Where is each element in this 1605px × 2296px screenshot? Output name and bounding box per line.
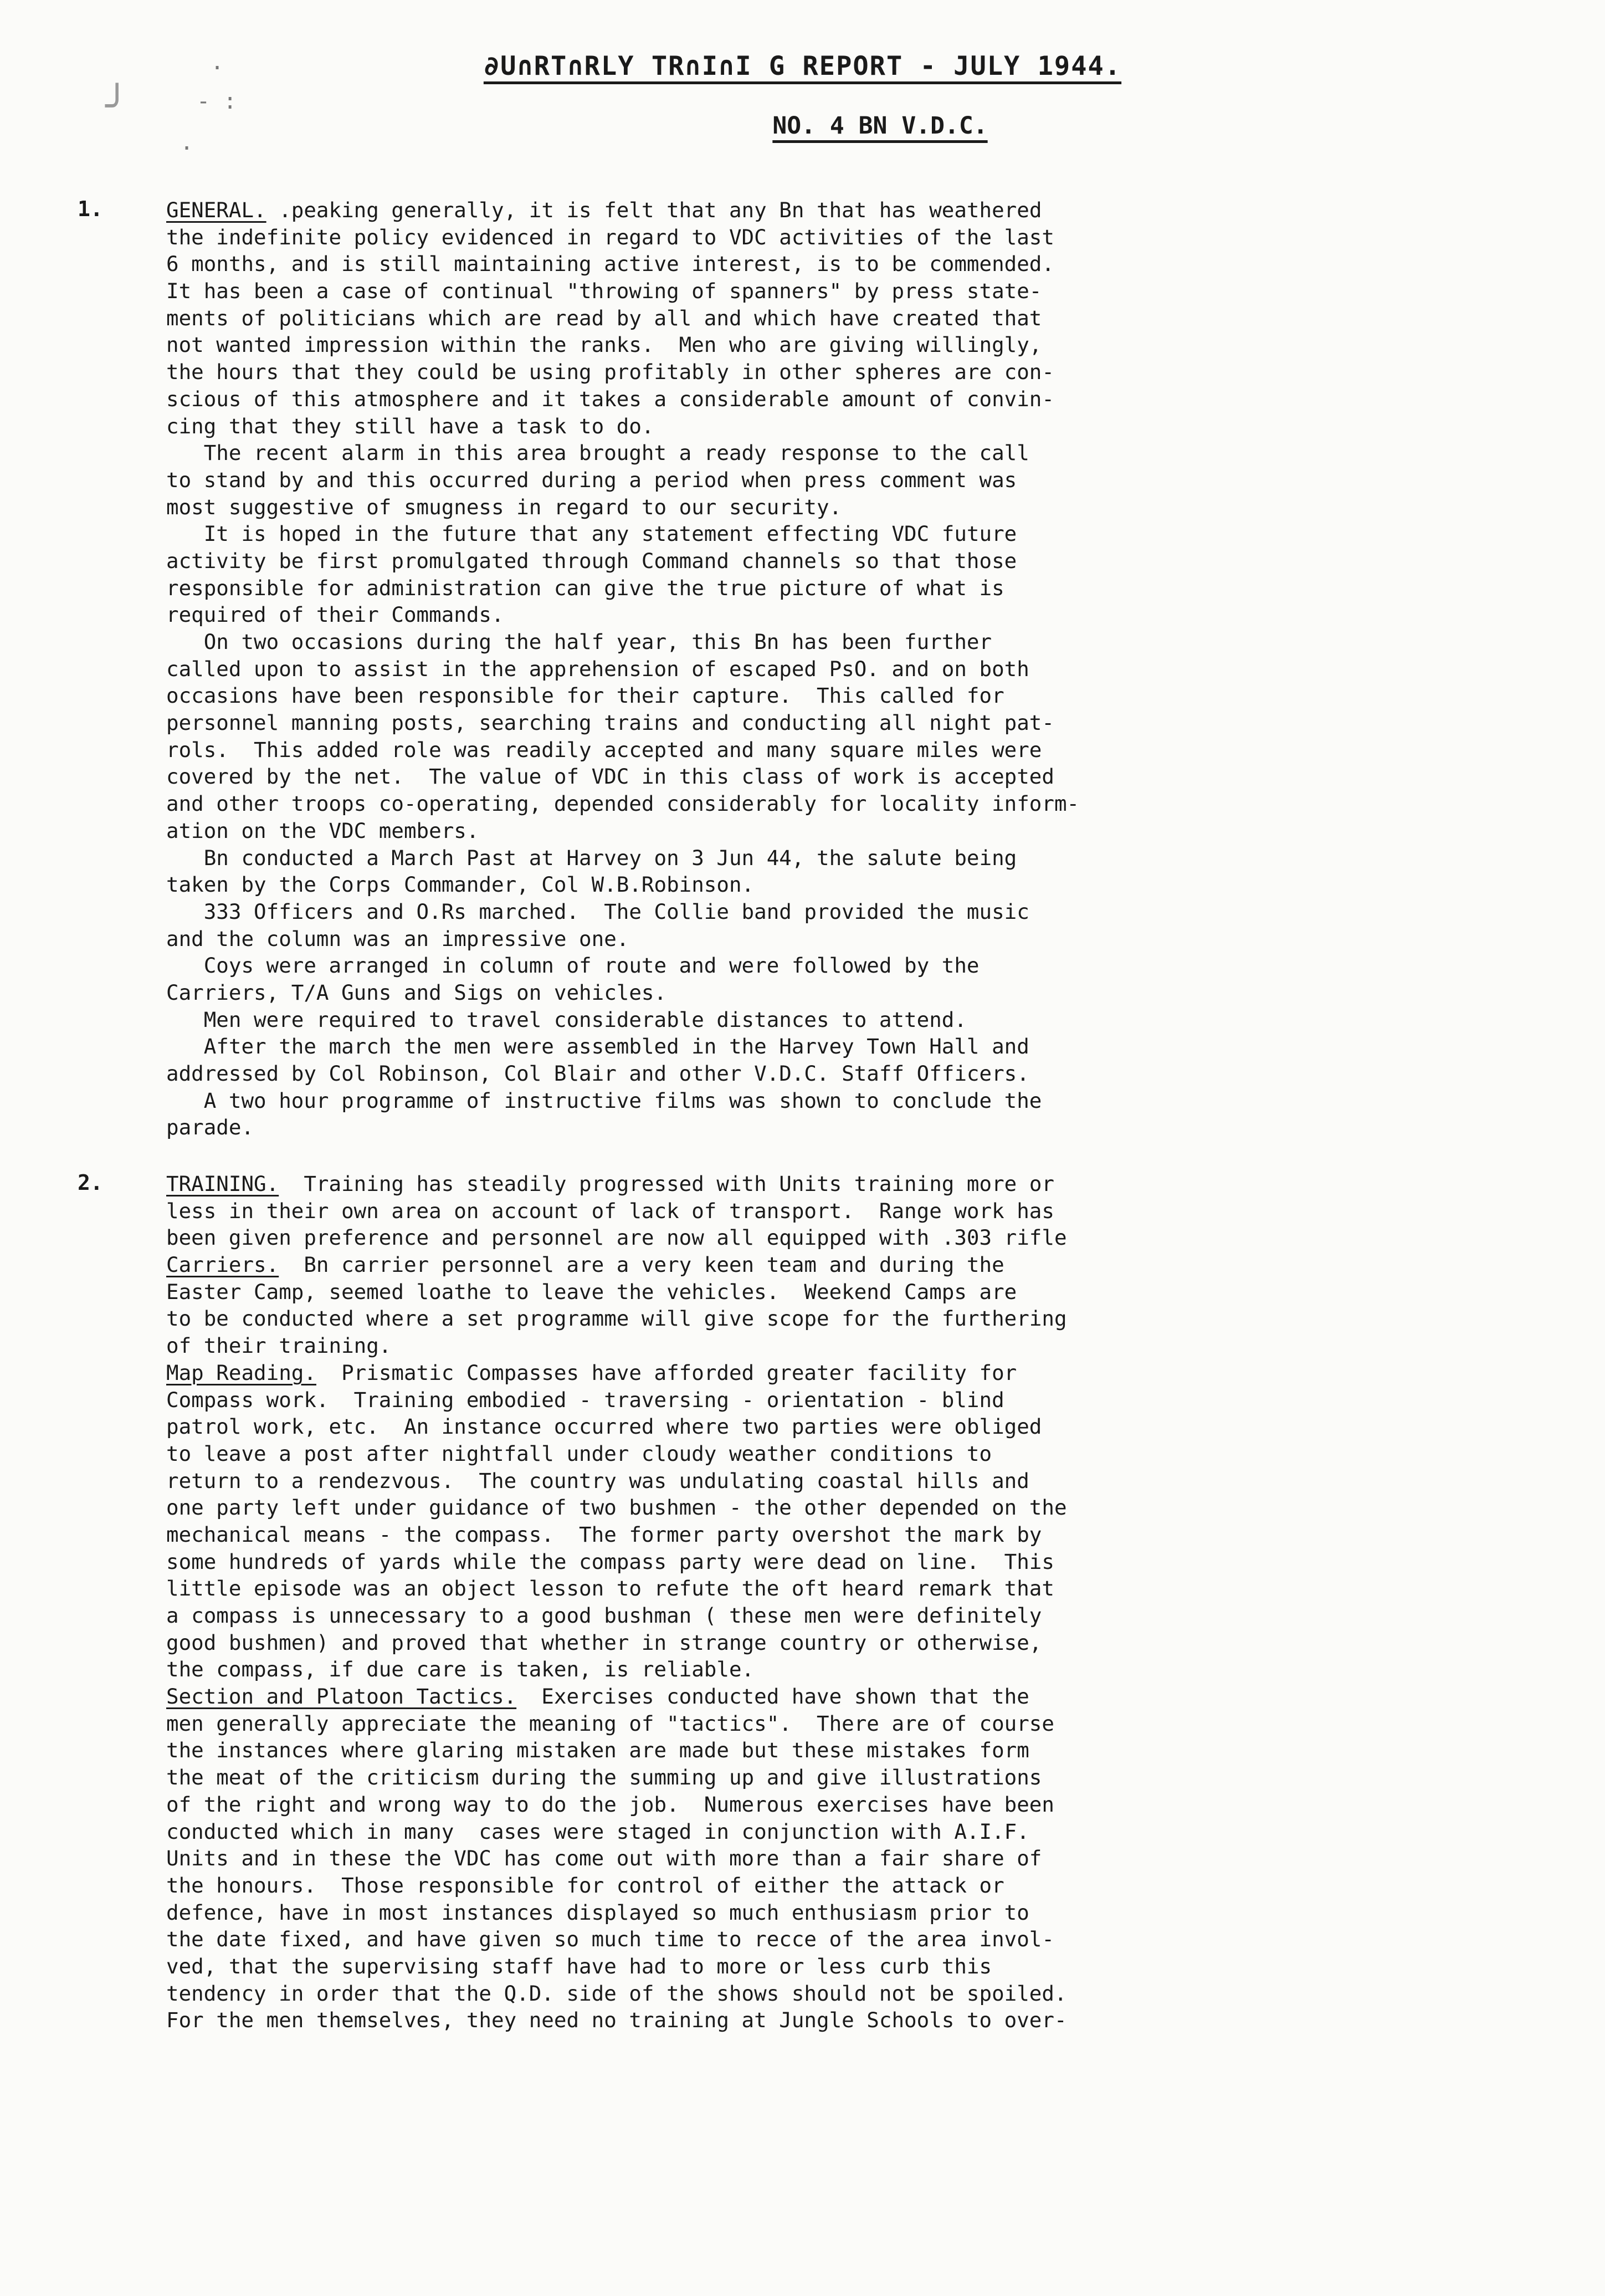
stray-mark: · bbox=[211, 55, 224, 81]
text-line: the indefinite policy evidenced in regard to VDC activities of the last bbox=[166, 224, 1054, 249]
text-line: a compass is unnecessary to a good bushman ( these men were definitely bbox=[166, 1603, 1042, 1628]
text-line: little episode was an object lesson to refute the oft heard remark that bbox=[166, 1576, 1054, 1601]
section-heading: Map Reading. bbox=[166, 1360, 316, 1385]
stray-mark: · bbox=[180, 136, 194, 161]
text-line: activity be first promulgated through Command channels so that those bbox=[166, 548, 1017, 573]
text-line: less in their own area on account of lack of transport. Range work has bbox=[166, 1198, 1054, 1223]
text-line: For the men themselves, they need no training at Jungle Schools to over- bbox=[166, 2008, 1067, 2033]
text-line: to leave a post after nightfall under cloudy weather conditions to bbox=[166, 1441, 992, 1466]
text-line: the date fixed, and have given so much time to recce of the area invol- bbox=[166, 1927, 1054, 1952]
text-line: patrol work, etc. An instance occurred where two parties were obliged bbox=[166, 1414, 1042, 1439]
text-line: some hundreds of yards while the compass party were dead on line. This bbox=[166, 1549, 1054, 1574]
section-number: 2. bbox=[78, 1170, 103, 1195]
text-line: good bushmen) and proved that whether in strange country or otherwise, bbox=[166, 1630, 1042, 1655]
section-heading: TRAINING. bbox=[166, 1172, 279, 1196]
text-line: ments of politicians which are read by all and which have created that bbox=[166, 305, 1042, 330]
text-line: parade. bbox=[166, 1115, 254, 1140]
text-line: not wanted impression within the ranks. Men who are giving willingly, bbox=[166, 333, 1042, 357]
text-line: called upon to assist in the apprehension of escaped PsO. and on both bbox=[166, 656, 1029, 681]
text-line: scious of this atmosphere and it takes a considerable amount of convin- bbox=[166, 386, 1054, 411]
text-line: been given preference and personnel are now all equipped with .303 rifle bbox=[166, 1225, 1067, 1250]
text-line: covered by the net. The value of VDC in this class of work is accepted bbox=[166, 764, 1054, 789]
punch-hole-mark: ╯ bbox=[105, 83, 129, 129]
text-line: On two occasions during the half year, this Bn has been further bbox=[166, 630, 992, 654]
text-line: Men were required to travel considerable distances to attend. bbox=[166, 1007, 967, 1032]
text-line: It is hoped in the future that any statement effecting VDC future bbox=[166, 521, 1017, 546]
section-body bbox=[166, 1170, 1385, 2034]
text-line: It has been a case of continual "throwing of spanners" by press state- bbox=[166, 279, 1042, 304]
text-line: men generally appreciate the meaning of "tactics". There are of course bbox=[166, 1711, 1054, 1736]
text-line: Units and in these the VDC has come out with more than a fair share of bbox=[166, 1846, 1042, 1871]
text-line: Easter Camp, seemed loathe to leave the vehicles. Weekend Camps are bbox=[166, 1279, 1017, 1304]
text-line: and other troops co-operating, depended considerably for locality inform- bbox=[166, 791, 1080, 816]
text-line: conducted which in many cases were staged in conjunction with A.I.F. bbox=[166, 1819, 1029, 1844]
text-line: After the march the men were assembled in the Harvey Town Hall and bbox=[166, 1034, 1029, 1059]
text-line: most suggestive of smugness in regard to our security. bbox=[166, 494, 842, 519]
text-line: to be conducted where a set programme will give scope for the furthering bbox=[166, 1306, 1067, 1331]
text-line: tendency in order that the Q.D. side of the shows should not be spoiled. bbox=[166, 1981, 1067, 2006]
section-heading: GENERAL. bbox=[166, 198, 266, 222]
text-line: of their training. bbox=[166, 1333, 392, 1358]
section-body bbox=[166, 197, 1385, 1141]
text-line: addressed by Col Robinson, Col Blair and other V.D.C. Staff Officers. bbox=[166, 1061, 1029, 1086]
unit-heading: NO. 4 BN V.D.C. bbox=[772, 112, 988, 140]
section-heading: Section and Platoon Tactics. bbox=[166, 1684, 517, 1709]
text-line: 6 months, and is still maintaining active interest, is to be commended. bbox=[166, 252, 1054, 277]
text-line: taken by the Corps Commander, Col W.B.Robinson. bbox=[166, 872, 755, 897]
text-line: the meat of the criticism during the summing up and give illustrations bbox=[166, 1765, 1042, 1790]
text-line: required of their Commands. bbox=[166, 602, 504, 627]
text-line: Carriers. Bn carrier personnel are a very keen team and during the bbox=[166, 1252, 1004, 1277]
text-line: Compass work. Training embodied - traversing - orientation - blind bbox=[166, 1387, 1004, 1412]
section-training bbox=[78, 1170, 1385, 2034]
text-line: personnel manning posts, searching trains and conducting all night pat- bbox=[166, 710, 1054, 735]
text-line: the instances where glaring mistaken are made but these mistakes form bbox=[166, 1738, 1029, 1763]
text-line: and the column was an impressive one. bbox=[166, 926, 629, 951]
text-line: Map Reading. Prismatic Compasses have afforded greater facility for bbox=[166, 1360, 1017, 1385]
text-line: ved, that the supervising staff have had to more or less curb this bbox=[166, 1954, 992, 1978]
text-line: The recent alarm in this area brought a ready response to the call bbox=[166, 441, 1029, 466]
text-line: ation on the VDC members. bbox=[166, 818, 479, 843]
text-line: to stand by and this occurred during a period when press comment was bbox=[166, 467, 1017, 492]
text-line: 333 Officers and O.Rs marched. The Collie band provided the music bbox=[166, 899, 1029, 924]
report-title: ∂U∩RT∩RLY TR∩I∩I G REPORT - JULY 1944. bbox=[483, 51, 1122, 81]
text-line: cing that they still have a task to do. bbox=[166, 413, 654, 438]
text-line: responsible for administration can give the true picture of what is bbox=[166, 575, 1004, 600]
stray-mark: - : bbox=[197, 89, 237, 114]
text-line: occasions have been responsible for their capture. This called for bbox=[166, 683, 1004, 708]
text-line: Section and Platoon Tactics. Exercises conducted have shown that the bbox=[166, 1684, 1029, 1709]
text-line: Carriers, T/A Guns and Sigs on vehicles. bbox=[166, 980, 667, 1005]
text-line: defence, have in most instances displayed so much enthusiasm prior to bbox=[166, 1900, 1029, 1925]
text-line: the hours that they could be using profitably in other spheres are con- bbox=[166, 360, 1054, 385]
text-line: rols. This added role was readily accepted and many square miles were bbox=[166, 737, 1042, 762]
text-line: GENERAL. .peaking generally, it is felt that any Bn that has weathered bbox=[166, 198, 1042, 222]
text-line: one party left under guidance of two bushmen - the other depended on the bbox=[166, 1495, 1067, 1520]
text-line: Coys were arranged in column of route and were followed by the bbox=[166, 953, 980, 978]
section-heading: Carriers. bbox=[166, 1252, 279, 1277]
text-line: A two hour programme of instructive films was shown to conclude the bbox=[166, 1088, 1042, 1113]
text-line: of the right and wrong way to do the job. Numerous exercises have been bbox=[166, 1792, 1054, 1817]
text-line: the compass, if due care is taken, is reliable. bbox=[166, 1657, 755, 1682]
text-line: mechanical means - the compass. The former party overshot the mark by bbox=[166, 1522, 1042, 1547]
text-line: return to a rendezvous. The country was undulating coastal hills and bbox=[166, 1468, 1029, 1493]
section-general bbox=[78, 197, 1385, 1141]
text-line: TRAINING. Training has steadily progressed with Units training more or bbox=[166, 1172, 1054, 1196]
section-number: 1. bbox=[78, 197, 103, 221]
text-line: Bn conducted a March Past at Harvey on 3 Jun 44, the salute being bbox=[166, 845, 1017, 870]
text-line: the honours. Those responsible for control of either the attack or bbox=[166, 1873, 1004, 1898]
